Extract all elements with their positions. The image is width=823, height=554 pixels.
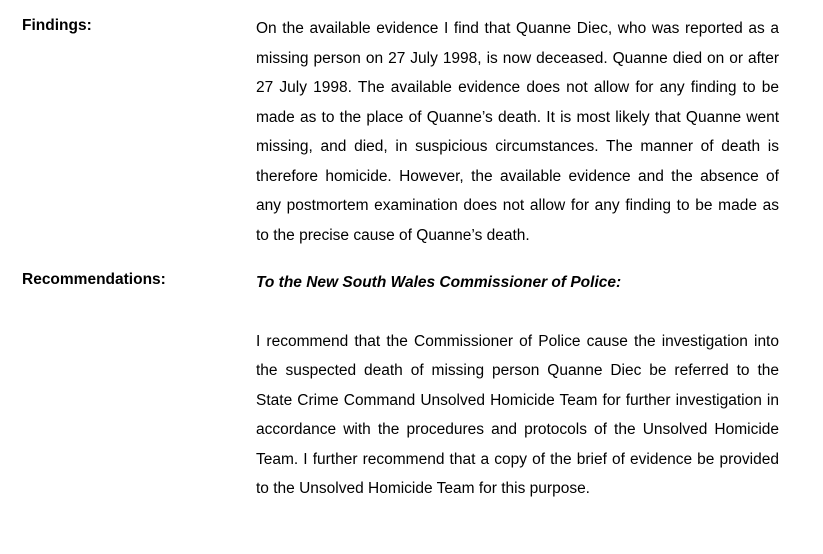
recommendations-label: Recommendations:: [22, 271, 166, 288]
recommendations-body: [256, 268, 779, 504]
findings-paragraph: On the available evidence I find that Quanne Diec, who was reported as a missing person on 27 July 1998, is now deceased. Quanne died on or after 27 July 1998. The available evidence does not allow for any finding to be made as to the place of Quanne’s death. It is most likely that Quanne went missing, and died, in suspicious circumstances. The manner of death is therefore homicide. However, the available evidence and the absence of any postmortem examination does not allow for any finding to be made as to the precise cause of Quanne’s death.: [256, 20, 779, 244]
findings-body: [256, 14, 779, 250]
recommendations-subheading: To the New South Wales Commissioner of Police:: [256, 274, 622, 291]
recommendations-paragraph: I recommend that the Commissioner of Police cause the investigation into the suspected death of missing person Quanne Diec be referred to the State Crime Command Unsolved Homicide Team for further investigation in accordance with the procedures and protocols of the Unsolved Homicide Team. I further recommend that a copy of the brief of evidence be provided to the Unsolved Homicide Team for this purpose.: [256, 332, 779, 497]
recommendations-section: [22, 268, 779, 504]
findings-label: Findings:: [22, 17, 92, 34]
findings-section: [22, 14, 779, 250]
paragraph-spacer: [256, 298, 779, 327]
